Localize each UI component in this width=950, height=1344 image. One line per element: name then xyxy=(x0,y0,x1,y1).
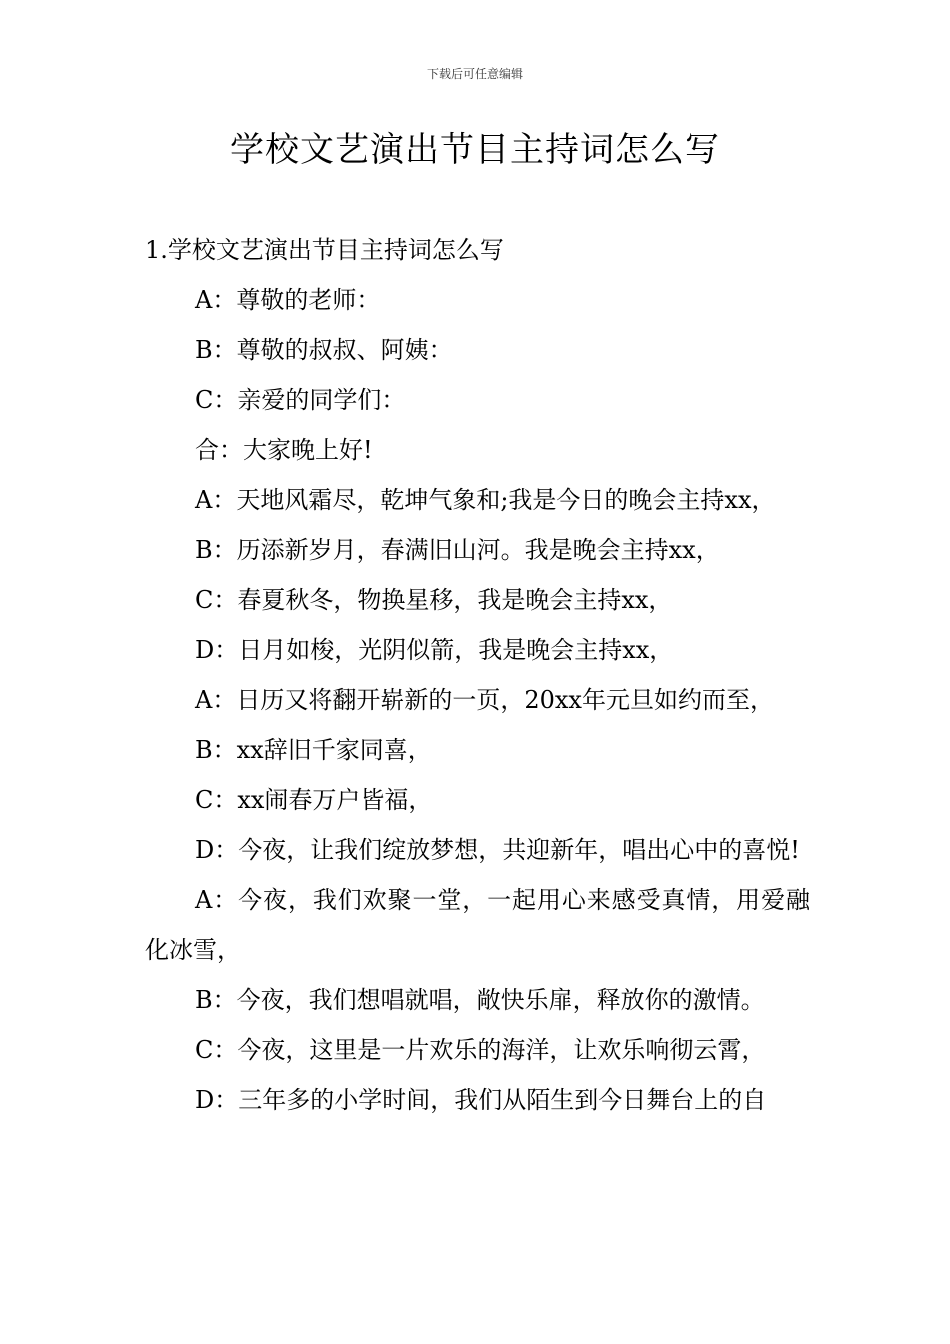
paragraph: C：亲爱的同学们： xyxy=(195,386,406,414)
paragraph: D：今夜，让我们绽放梦想，共迎新年，唱出心中的喜悦! xyxy=(195,836,800,864)
paragraph: C：春夏秋冬，物换星移，我是晚会主持xx， xyxy=(195,586,673,614)
paragraph: 合：大家晚上好! xyxy=(195,436,373,464)
paragraph: B：今夜，我们想唱就唱，敞快乐扉，释放你的激情。 xyxy=(195,986,765,1014)
paragraph: C：今夜，这里是一片欢乐的海洋，让欢乐响彻云霄， xyxy=(195,1036,766,1064)
section-heading: 1.学校文艺演出节目主持词怎么写 xyxy=(145,236,504,264)
document-body xyxy=(145,225,810,1125)
paragraph: C：xx闹春万户皆福， xyxy=(195,786,433,814)
document-title: 学校文艺演出节目主持词怎么写 xyxy=(230,130,720,170)
paragraph: B：尊敬的叔叔、阿姨： xyxy=(195,336,453,364)
paragraph: D：三年多的小学时间，我们从陌生到今日舞台上的自 xyxy=(195,1086,767,1114)
paragraph: A：尊敬的老师： xyxy=(195,286,381,314)
paragraph: A：日历又将翻开崭新的一页，20xx年元旦如约而至， xyxy=(195,686,774,714)
header-note: 下载后可任意编辑 xyxy=(426,67,523,81)
paragraph: A：今夜，我们欢聚一堂，一起用心来感受真情，用爱融化冰雪， xyxy=(145,886,810,964)
paragraph: D：日月如梭，光阴似箭，我是晚会主持xx， xyxy=(195,636,674,664)
paragraph: A：天地风霜尽，乾坤气象和;我是今日的晚会主持xx， xyxy=(195,486,776,514)
paragraph: B：历添新岁月，春满旧山河。我是晚会主持xx， xyxy=(195,536,720,564)
paragraph: B：xx辞旧千家同喜， xyxy=(195,736,432,764)
